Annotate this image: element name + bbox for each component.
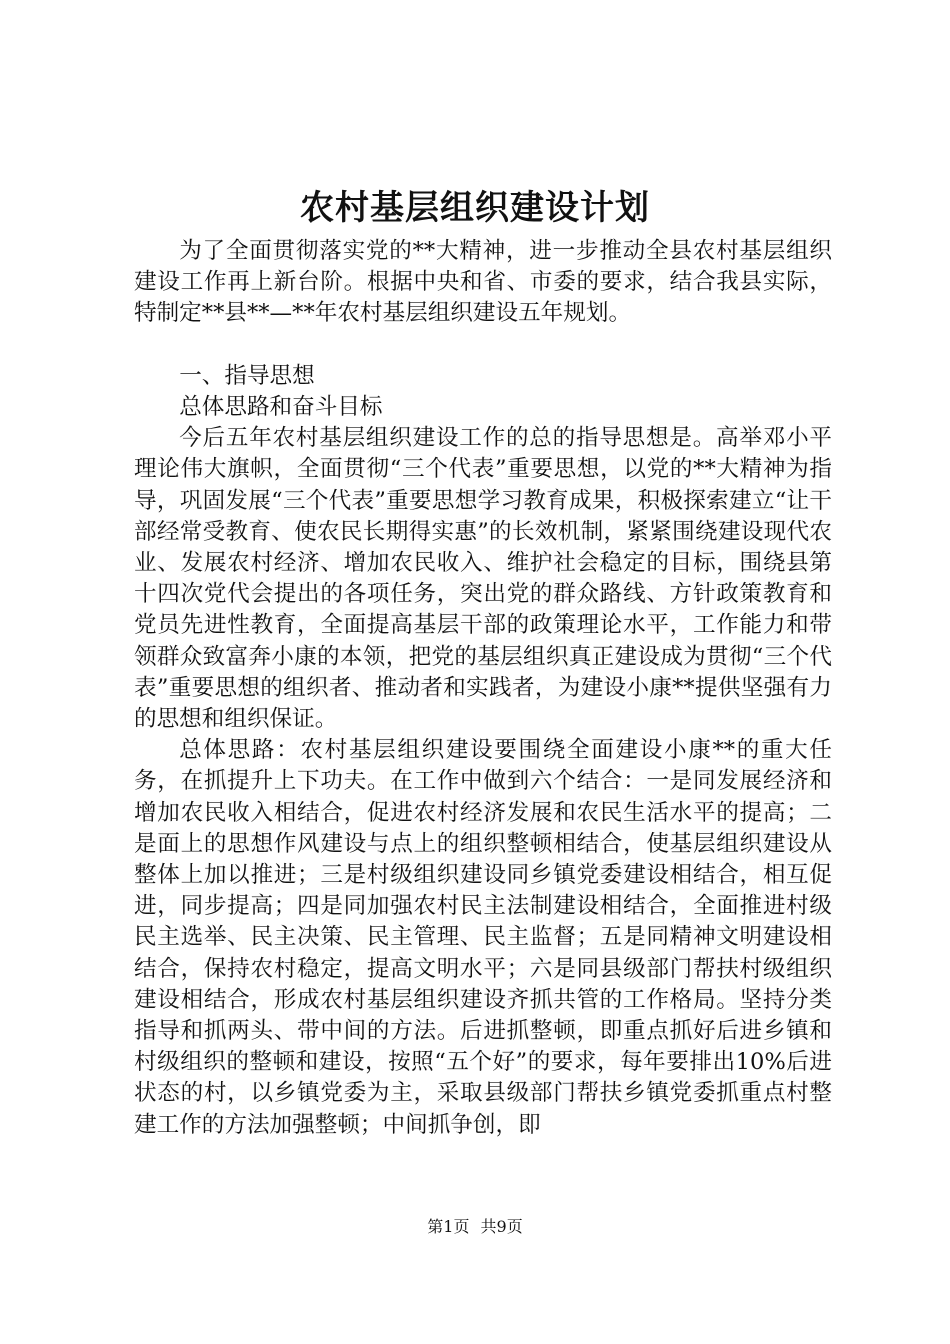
sub-heading: 总体思路和奋斗目标 (179, 394, 383, 420)
page-total: 共9页 (480, 1217, 523, 1236)
intro-paragraph: 为了全面贯彻落实党的**大精神，进一步推动全县农村基层组织建设工作再上新台阶。根据中央和省、市委的要求，结合我县实际，特制定**县**—**年农村基层组织建设五年规划。 (134, 238, 832, 327)
document-title: 农村基层组织建设计划 (300, 188, 650, 228)
guiding-thought-paragraph: 今后五年农村基层组织建设工作的总的指导思想是。高举邓小平理论伟大旗帜，全面贯彻“三个代表”重要思想，以党的**大精神为指导，巩固发展“三个代表”重要思想学习教育成果，积极探索建立“让干部经常受教育、使农民长期得实惠”的长效机制，紧紧围绕建设现代农业、发展农村经济、增加农民收入、维护社会稳定的目标，围绕县第十四次党代会提出的各项任务，突出党的群众路线、方针政策教育和党员先进性教育，全面提高基层干部的政策理论水平，工作能力和带领群众致富奔小康的本领，把党的基层组织真正建设成为贯彻“三个代表”重要思想的组织者、推动者和实践者，为建设小康**提供坚强有力的思想和组织保证。 (134, 425, 832, 733)
document-body (134, 236, 832, 1141)
overall-approach-paragraph: 总体思路：农村基层组织建设要围绕全面建设小康**的重大任务，在抓提升上下功夫。在工作中做到六个结合：一是同发展经济和增加农民收入相结合，促进农村经济发展和农民生活水平的提高；二是面上的思想作风建设与点上的组织整顿相结合，使基层组织建设从整体上加以推进；三是村级组织建设同乡镇党委建设相结合，相互促进，同步提高；四是同加强农村民主法制建设相结合，全面推进村级民主选举、民主决策、民主管理、民主监督；五是同精神文明建设相结合，保持农村稳定，提高文明水平；六是同县级部门帮扶村级组织建设相结合，形成农村基层组织建设齐抓共管的工作格局。坚持分类指导和抓两头、带中间的方法。后进抓整顿，即重点抓好后进乡镇和村级组织的整顿和建设，按照“五个好”的要求，每年要排出10%后进状态的村，以乡镇党委为主，采取县级部门帮扶乡镇党委抓重点村整建工作的方法加强整顿；中间抓争创，即 (134, 737, 832, 1138)
section-heading: 一、指导思想 (179, 362, 315, 389)
paragraph-spacer (134, 330, 832, 361)
page-footer (0, 1216, 950, 1238)
page-number: 第1页 (427, 1217, 470, 1236)
